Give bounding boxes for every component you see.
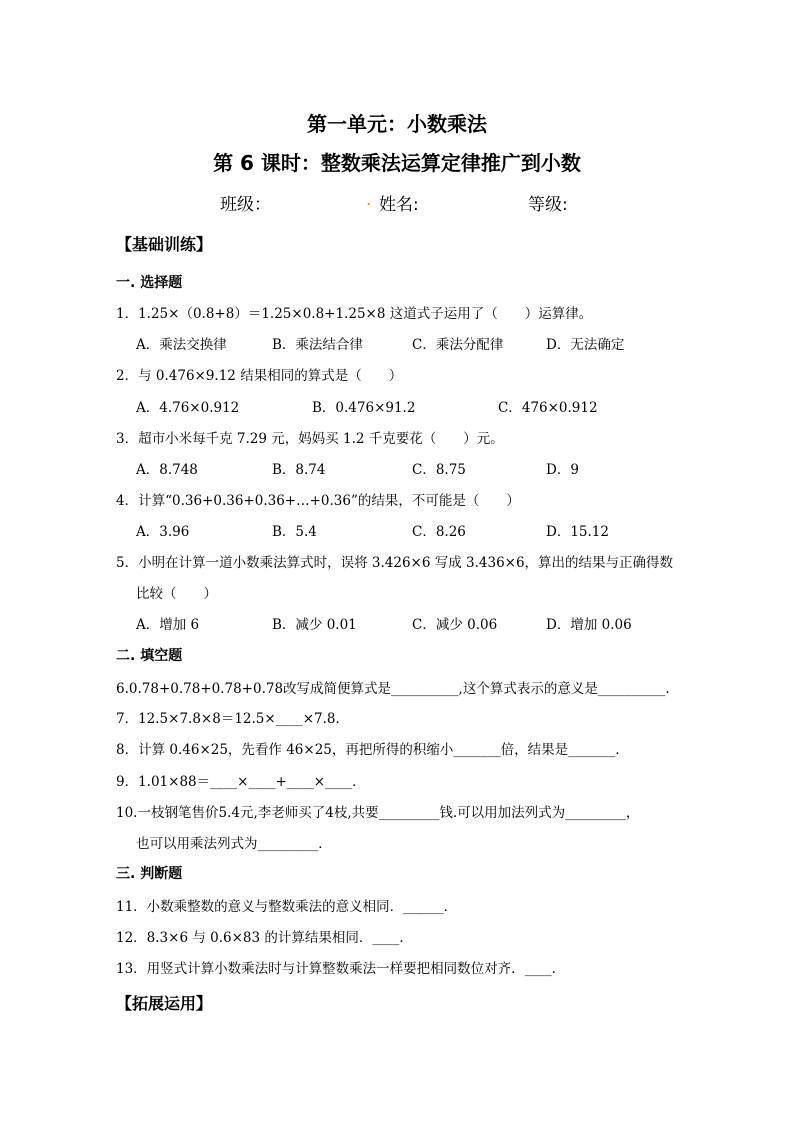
question-10: 10.一枝钢笔售价5.4元,李老师买了4枝,共要_________钱.可以用加法列式为_________， — [116, 805, 640, 821]
question-6: 6.0.78+0.78+0.78+0.78改写成简便算式是__________,这个算式表示的意义是__________. — [116, 681, 670, 697]
question-5: 5．小明在计算一道小数乘法算式时，误将 3.426×6 写成 3.436×6，算出的结果与正确得数 — [116, 555, 674, 571]
question-3: 3．超市小米每千克 7.29 元，妈妈买 1.2 千克要花（ ）元。 — [116, 431, 504, 447]
q4-option-a: A．3.96 — [136, 524, 190, 540]
q5-option-b: B．减少 0.01 — [272, 617, 357, 633]
q3-option-c: C．8.75 — [412, 462, 466, 478]
question-5-continued: 比较（ ） — [136, 586, 217, 602]
question-4: 4．计算“0.36+0.36+0.36+…+0.36”的结果，不可能是（ ） — [116, 493, 520, 509]
q2-option-c: C．476×0.912 — [498, 400, 598, 416]
q3-option-a: A．8.748 — [136, 462, 198, 478]
section-extend-heading: 【拓展运用】 — [116, 994, 213, 1013]
question-11: 11．小数乘整数的意义与整数乘法的意义相同．______． — [116, 899, 458, 915]
class-label: 班级： — [220, 195, 271, 215]
q1-option-d: D．无法确定 — [546, 337, 625, 353]
q5-option-c: C．减少 0.06 — [412, 617, 498, 633]
question-12: 12．8.3×6 与 0.6×83 的计算结果相同．____． — [116, 930, 413, 946]
question-1: 1．1.25×（0.8+8）＝1.25×0.8+1.25×8 这道式子运用了（ ）运算律。 — [116, 306, 593, 322]
q1-option-c: C．乘法分配律 — [412, 337, 504, 353]
q1-option-a: A．乘法交换律 — [136, 337, 227, 353]
name-label: 姓名: — [379, 195, 419, 215]
q2-option-a: A．4.76×0.912 — [136, 400, 240, 416]
separator-dot: . — [366, 190, 372, 210]
lesson-title: 第 6 课时：整数乘法运算定律推广到小数 — [213, 151, 581, 175]
section-basic-heading: 【基础训练】 — [116, 235, 213, 254]
question-9: 9．1.01×88＝____×____+____×____． — [116, 774, 366, 790]
question-2: 2．与 0.476×9.12 结果相同的算式是（ ） — [116, 368, 403, 384]
q5-option-a: A．增加 6 — [136, 617, 200, 633]
q1-option-b: B．乘法结合律 — [272, 337, 363, 353]
question-10-continued: 也可以用乘法列式为_________． — [136, 836, 332, 852]
q4-option-c: C．8.26 — [412, 524, 466, 540]
part-fill-heading: 二. 填空题 — [116, 648, 183, 664]
q2-option-b: B．0.476×91.2 — [312, 400, 416, 416]
question-7: 7．12.5×7.8×8＝12.5×____×7.8． — [116, 711, 349, 727]
part-judge-heading: 三. 判断题 — [116, 866, 183, 882]
q5-option-d: D．增加 0.06 — [546, 617, 632, 633]
question-13: 13．用竖式计算小数乘法时与计算整数乘法一样要把相同数位对齐．____． — [116, 961, 566, 977]
q4-option-d: D．15.12 — [546, 524, 609, 540]
part-choice-heading: 一. 选择题 — [116, 275, 183, 291]
unit-title: 第一单元：小数乘法 — [307, 112, 487, 136]
question-8: 8．计算 0.46×25，先看作 46×25，再把所得的积缩小_______倍，结果是_______． — [116, 742, 629, 758]
q3-option-d: D．9 — [546, 462, 579, 478]
grade-label: 等级: — [528, 195, 568, 215]
q4-option-b: B．5.4 — [272, 524, 317, 540]
q3-option-b: B．8.74 — [272, 462, 326, 478]
